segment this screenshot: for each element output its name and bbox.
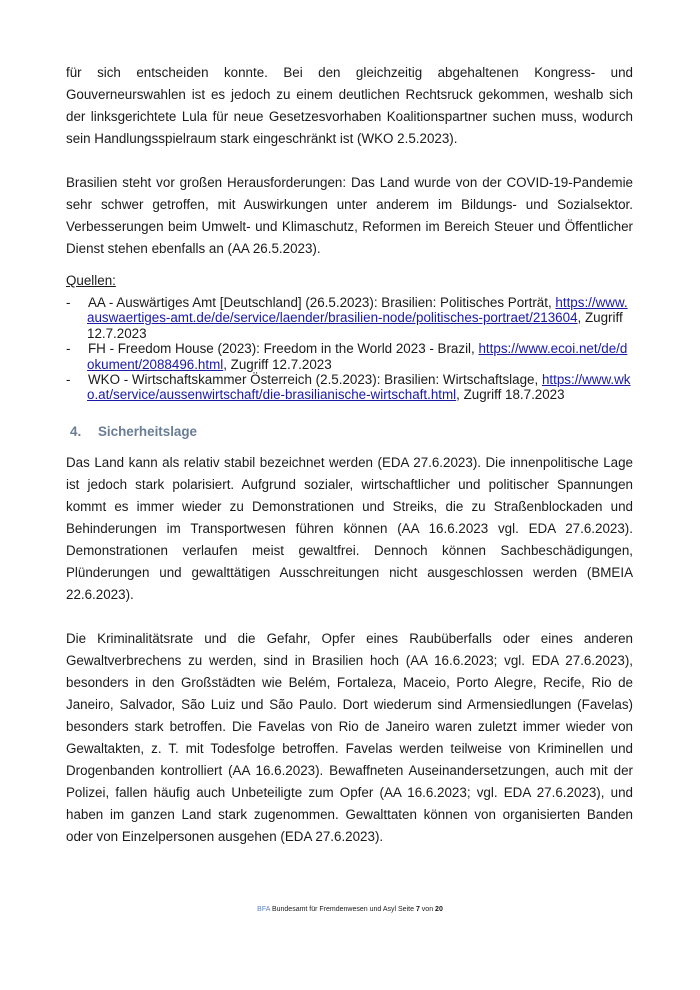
source-text: AA - Auswärtiges Amt [Deutschland] (26.5.2023): Brasilien: Politisches Porträt,	[88, 295, 552, 310]
source-item	[66, 341, 633, 372]
body-paragraph: Die Kriminalitätsrate und die Gefahr, Opfer eines Raubüberfalls oder eines anderen Gewaltverbrechens zu werden, sind in Brasilien hoch (AA 16.6.2023; vgl. EDA 27.6.2023), besonders in den Großstädten wie Belém, Fortaleza, Maceio, Porto Alegre, Recife, Rio de Janeiro, Salvador, São Luiz und São Paulo. Dort wiederum sind Armensiedlungen (Favelas) besonders stark betroffen. Die Favelas von Rio de Janeiro waren zuletzt immer wieder von Gewaltakten, z. T. mit Todesfolge betroffen. Favelas werden teilweise von Kriminellen und Drogenbanden kontrolliert (AA 16.6.2023). Bewaffneten Auseinandersetzungen, auch mit der Polizei, fallen häufig auch Unbeteiligte zum Opfer (AA 16.6.2023; vgl. EDA 27.6.2023), und haben im ganzen Land stark zugenommen. Gewalttaten können von organisierten Banden oder von Einzelpersonen ausgehen (EDA 27.6.2023).	[66, 630, 633, 844]
source-access-date: , Zugriff 18.7.2023	[456, 387, 565, 403]
footer-of: von	[421, 906, 434, 913]
section-title: Sicherheitslage	[98, 423, 197, 439]
body-paragraph: für sich entscheiden konnte. Bei den gleichzeitig abgehaltenen Kongress- und Gouverneurswahlen ist es jedoch zu einem deutlichen Rechtsruck gekommen, weshalb sich der linksgerichtete Lula für neue Gesetzesvorhaben Koalitionspartner suchen muss, wodurch sein Handlungsspielraum stark eingeschränkt ist (WKO 2.5.2023).	[66, 65, 633, 146]
body-paragraph: Brasilien steht vor großen Herausforderungen: Das Land wurde von der COVID-19-Pandemie sehr schwer getroffen, mit Auswirkungen unter anderem im Bildungs- und Sozialsektor. Verbesserungen beim Umwelt- und Klimaschutz, Reformen im Bereich Steuer und Öffentlicher Dienst stehen ebenfalls an (AA 26.5.2023).	[66, 175, 633, 256]
source-link[interactable]: https://www.auswaertiges-amt.de/de/service/laender/brasilien-node/politisches-portraet/213604	[87, 295, 628, 326]
source-link[interactable]: https://www.ecoi.net/de/dokument/2088496.html	[87, 341, 628, 372]
source-item	[66, 295, 633, 341]
source-access-date: , Zugriff 12.7.2023	[87, 310, 623, 341]
source-item	[66, 372, 633, 403]
list-dash: -	[66, 341, 71, 357]
footer-text: Bundesamt für Fremdenwesen und Asyl Seite	[271, 906, 414, 913]
section-number: 4.	[70, 423, 82, 439]
section-heading	[66, 424, 633, 440]
footer-page-number: 7	[415, 906, 420, 913]
source-link[interactable]: https://www.wko.at/service/aussenwirtschaft/die-brasilianische-wirtschaft.html	[87, 372, 631, 403]
footer-page-total: 20	[435, 906, 443, 913]
source-text: FH - Freedom House (2023): Freedom in the World 2023 - Brazil,	[88, 341, 475, 357]
page-footer	[0, 906, 700, 913]
sources-list	[66, 295, 633, 403]
list-dash: -	[66, 372, 71, 388]
list-dash: -	[66, 295, 71, 310]
body-paragraph: Das Land kann als relativ stabil bezeichnet werden (EDA 27.6.2023). Die innenpolitische Lage ist jedoch stark polarisiert. Aufgrund sozialer, wirtschaftlicher und politischer Spannungen kommt es immer wieder zu Demonstrationen und Streiks, die zu Straßenblockaden und Behinderungen im Transportwesen führen können (AA 16.6.2023 vgl. EDA 27.6.2023). Demonstrationen verlaufen meist gewaltfrei. Dennoch können Sachbeschädigungen, Plünderungen und gewalttätigen Ausschreitungen nicht ausgeschlossen werden (BMEIA 22.6.2023).	[66, 454, 633, 602]
footer-brand: BFA	[257, 906, 270, 913]
source-text: WKO - Wirtschaftskammer Österreich (2.5.2023): Brasilien: Wirtschaftslage,	[88, 372, 539, 388]
sources-heading: Quellen:	[66, 273, 116, 288]
document-page	[66, 62, 633, 848]
source-access-date: , Zugriff 12.7.2023	[223, 356, 332, 372]
